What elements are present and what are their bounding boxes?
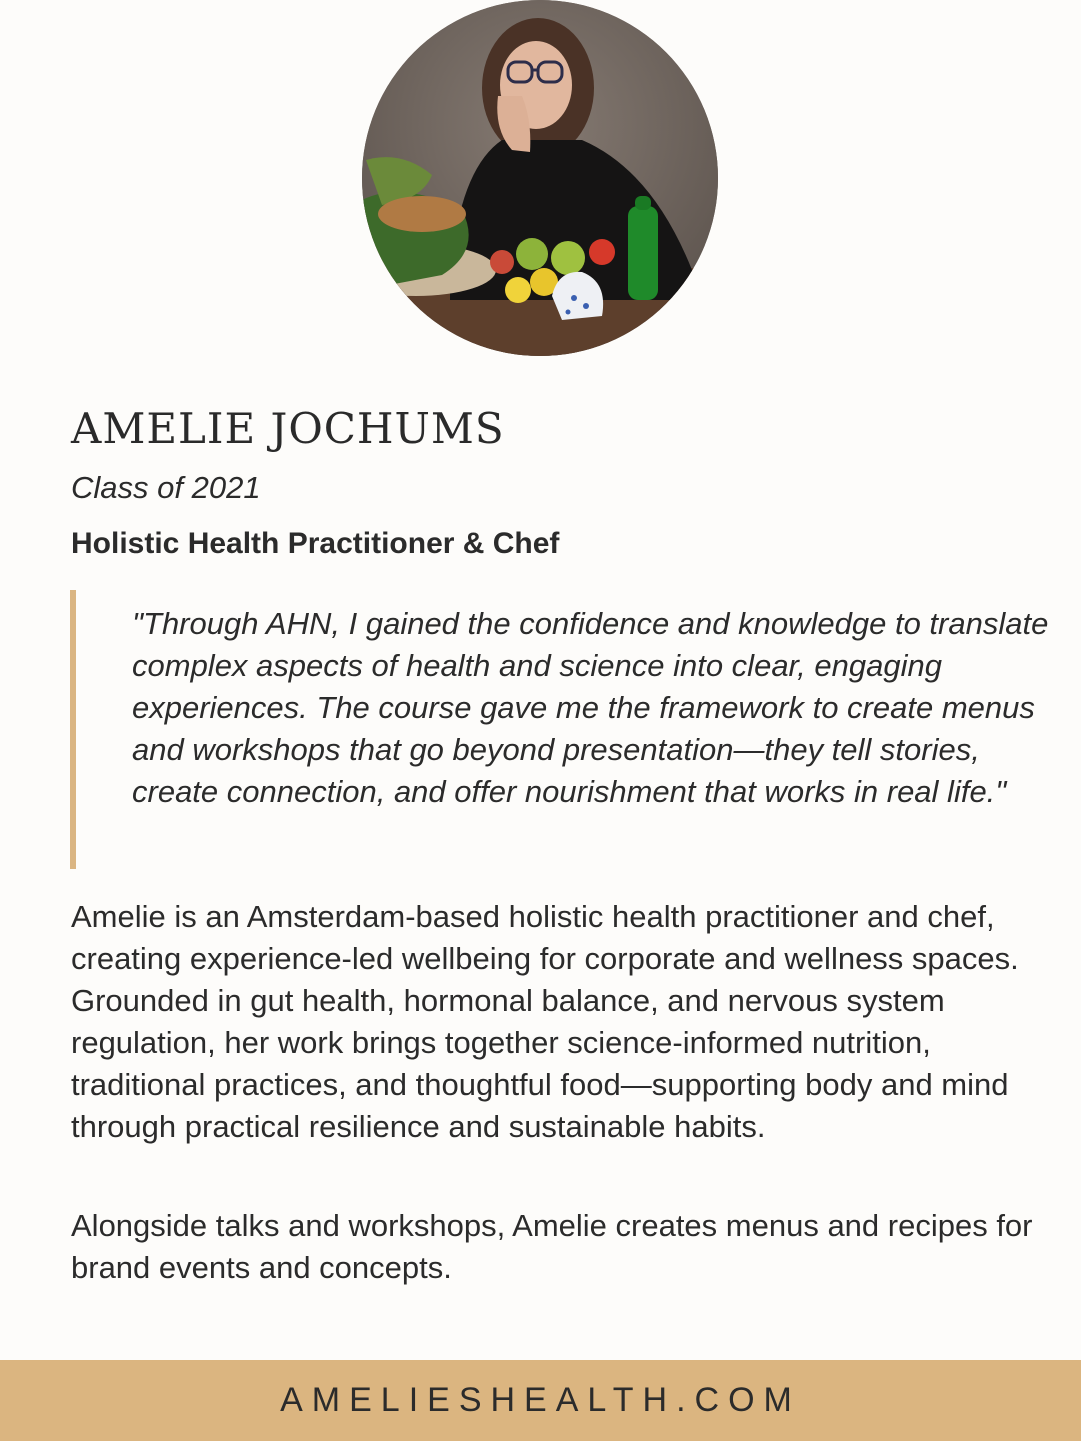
profile-role: Holistic Health Practitioner & Chef	[71, 527, 560, 560]
website-link[interactable]: AMELIESHEALTH.COM	[280, 1381, 801, 1419]
profile-photo	[362, 0, 718, 356]
profile-name: AMELIE JOCHUMS	[71, 404, 505, 453]
portrait-illustration	[362, 0, 718, 356]
quote-accent-bar	[70, 590, 76, 869]
footer-banner	[0, 1360, 1081, 1441]
bio-paragraph-1: Amelie is an Amsterdam-based holistic health practitioner and chef, creating experience-led wellbeing for corporate and wellness spaces. Grounded in gut health, hormonal balance, and nervous system regulation, her work brings together science-informed nutrition, traditional practices, and thoughtful food—supporting body and mind through practical resilience and sustainable habits.	[71, 899, 1019, 1144]
class-year: Class of 2021	[71, 470, 261, 505]
testimonial-quote: "Through AHN, I gained the confidence and knowledge to translate complex aspects of health and science into clear, engaging experiences. The course gave me the framework to create menus and workshops that go beyond presentation—they tell stories, create connection, and offer nourishment that works in real life."	[132, 606, 1049, 809]
bio-paragraph-2: Alongside talks and workshops, Amelie creates menus and recipes for brand events and concepts.	[71, 1208, 1033, 1285]
